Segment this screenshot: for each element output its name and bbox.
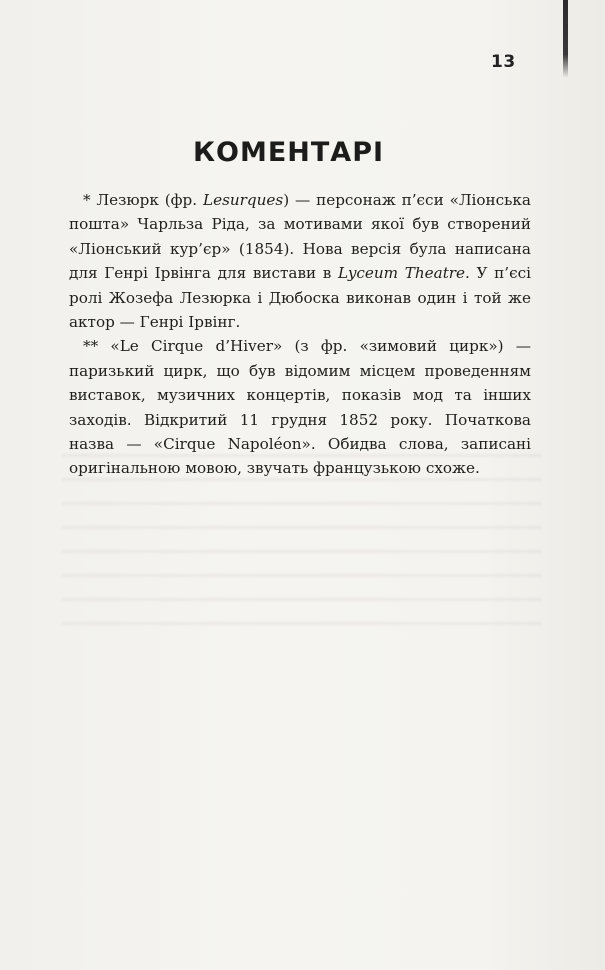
comment-text: * Лезюрк (фр. (83, 191, 203, 209)
comment-cirque-dhiver (69, 334, 531, 480)
comment-lesurques (69, 188, 531, 334)
page-title: КОМЕНТАРІ (192, 137, 385, 168)
comment-text: ** «Le Cirque d’Hiver» (з фр. «зимовий цирк») — паризький цирк, що був відомим місцем проведенням виставок, музичних концертів, показів мод та інших заходів. Відкритий 11 грудня 1852 року. Початкова назва — «Cirque Napoléon». Обидва слова, записані оригінальною мовою, звучать французькою схоже. (69, 337, 531, 478)
comment-text: ) — персонаж п’єси «Ліонська пошта» Чарльза Ріда, за мотивами якої був створений «Ліонський кур’єр» (1854). Нова версія була написана для Генрі Ірвінга для вистави в (69, 191, 531, 283)
page-edge-shadow (563, 0, 568, 78)
comments-body (69, 188, 531, 481)
comment-italic-term: Lesurques (203, 191, 284, 209)
comment-text: . У п’єсі ролі Жозефа Лезюрка і Дюбоска виконав один і той же актор — Генрі Ірвінг. (69, 264, 531, 332)
comment-italic-term: Lyceum Theatre (338, 264, 466, 283)
page-number: 13 (491, 52, 516, 72)
